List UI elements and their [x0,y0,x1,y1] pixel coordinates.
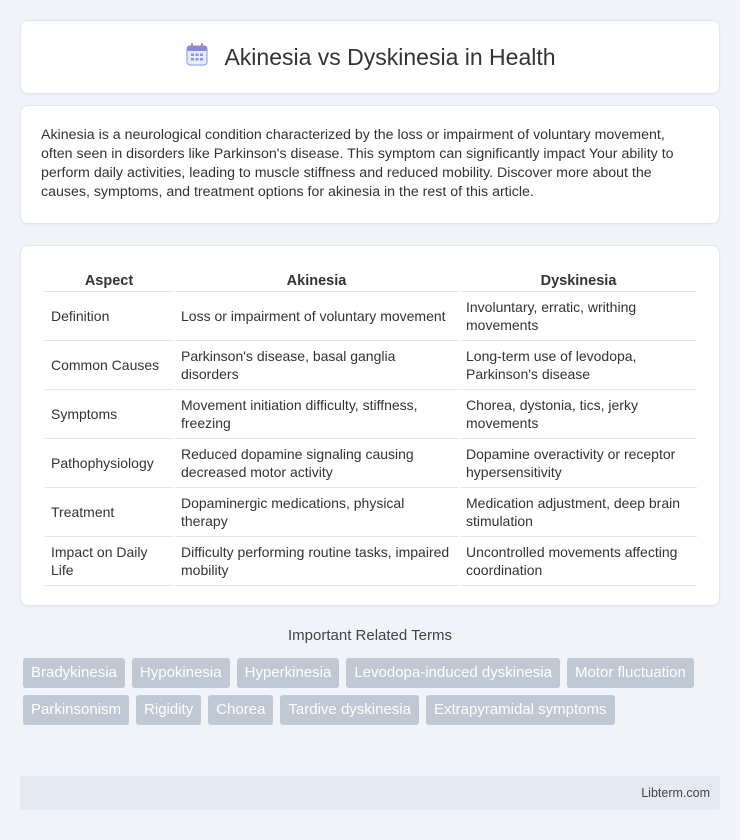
tag-chorea[interactable]: Chorea [208,695,273,725]
tag-rigidity[interactable]: Rigidity [136,695,201,725]
related-terms-title: Important Related Terms [288,627,452,644]
page-title: Akinesia vs Dyskinesia in Health [224,43,556,70]
table-header-row [45,266,697,292]
cell-aspect: Common Causes [45,341,173,390]
cell-dyskinesia: Medication adjustment, deep brain stimulation [460,488,697,537]
cell-akinesia: Dopaminergic medications, physical therapy [175,488,458,537]
cell-akinesia: Movement initiation difficulty, stiffness, freezing [175,390,458,439]
table-row [45,488,697,537]
cell-akinesia: Loss or impairment of voluntary movement [175,292,458,341]
cell-akinesia: Reduced dopamine signaling causing decreased motor activity [175,439,458,488]
cell-dyskinesia: Long-term use of levodopa, Parkinson's disease [460,341,697,390]
calendar-icon [184,42,210,73]
table-row [45,292,697,341]
footer-link[interactable]: Libterm.com [641,786,710,800]
table-row [45,537,697,586]
title-wrap [184,42,555,73]
tag-tardive-dyskinesia[interactable]: Tardive dyskinesia [280,695,419,725]
cell-aspect: Symptoms [45,390,173,439]
header-card [20,20,720,94]
tag-parkinsonism[interactable]: Parkinsonism [23,695,129,725]
intro-card [20,105,720,224]
cell-aspect: Impact on Daily Life [45,537,173,586]
footer [20,776,720,810]
related-tags [23,658,703,725]
table-row [45,341,697,390]
tag-levodopa-induced-dyskinesia[interactable]: Levodopa-induced dyskinesia [346,658,560,688]
header-aspect: Aspect [45,266,173,292]
comparison-table [43,266,699,586]
header-akinesia: Akinesia [175,266,458,292]
cell-aspect: Pathophysiology [45,439,173,488]
cell-akinesia: Difficulty performing routine tasks, impaired mobility [175,537,458,586]
tag-extrapyramidal-symptoms[interactable]: Extrapyramidal symptoms [426,695,615,725]
cell-dyskinesia: Dopamine overactivity or receptor hypersensitivity [460,439,697,488]
cell-akinesia: Parkinson's disease, basal ganglia disorders [175,341,458,390]
cell-aspect: Treatment [45,488,173,537]
table-card [20,245,720,606]
cell-dyskinesia: Chorea, dystonia, tics, jerky movements [460,390,697,439]
tag-hypokinesia[interactable]: Hypokinesia [132,658,230,688]
tag-hyperkinesia[interactable]: Hyperkinesia [237,658,340,688]
intro-text: Akinesia is a neurological condition characterized by the loss or impairment of voluntary movement, often seen in disorders like Parkinson's disease. This symptom can significantly impact Your ability to perform daily activities, leading to muscle stiffness and reduced mobility. Discover more about the causes, symptoms, and treatment options for akinesia in the rest of this article. [41,127,674,200]
cell-aspect: Definition [45,292,173,341]
cell-dyskinesia: Uncontrolled movements affecting coordination [460,537,697,586]
tag-bradykinesia[interactable]: Bradykinesia [23,658,125,688]
table-row [45,439,697,488]
table-row [45,390,697,439]
cell-dyskinesia: Involuntary, erratic, writhing movements [460,292,697,341]
tag-motor-fluctuation[interactable]: Motor fluctuation [567,658,694,688]
header-dyskinesia: Dyskinesia [460,266,697,292]
